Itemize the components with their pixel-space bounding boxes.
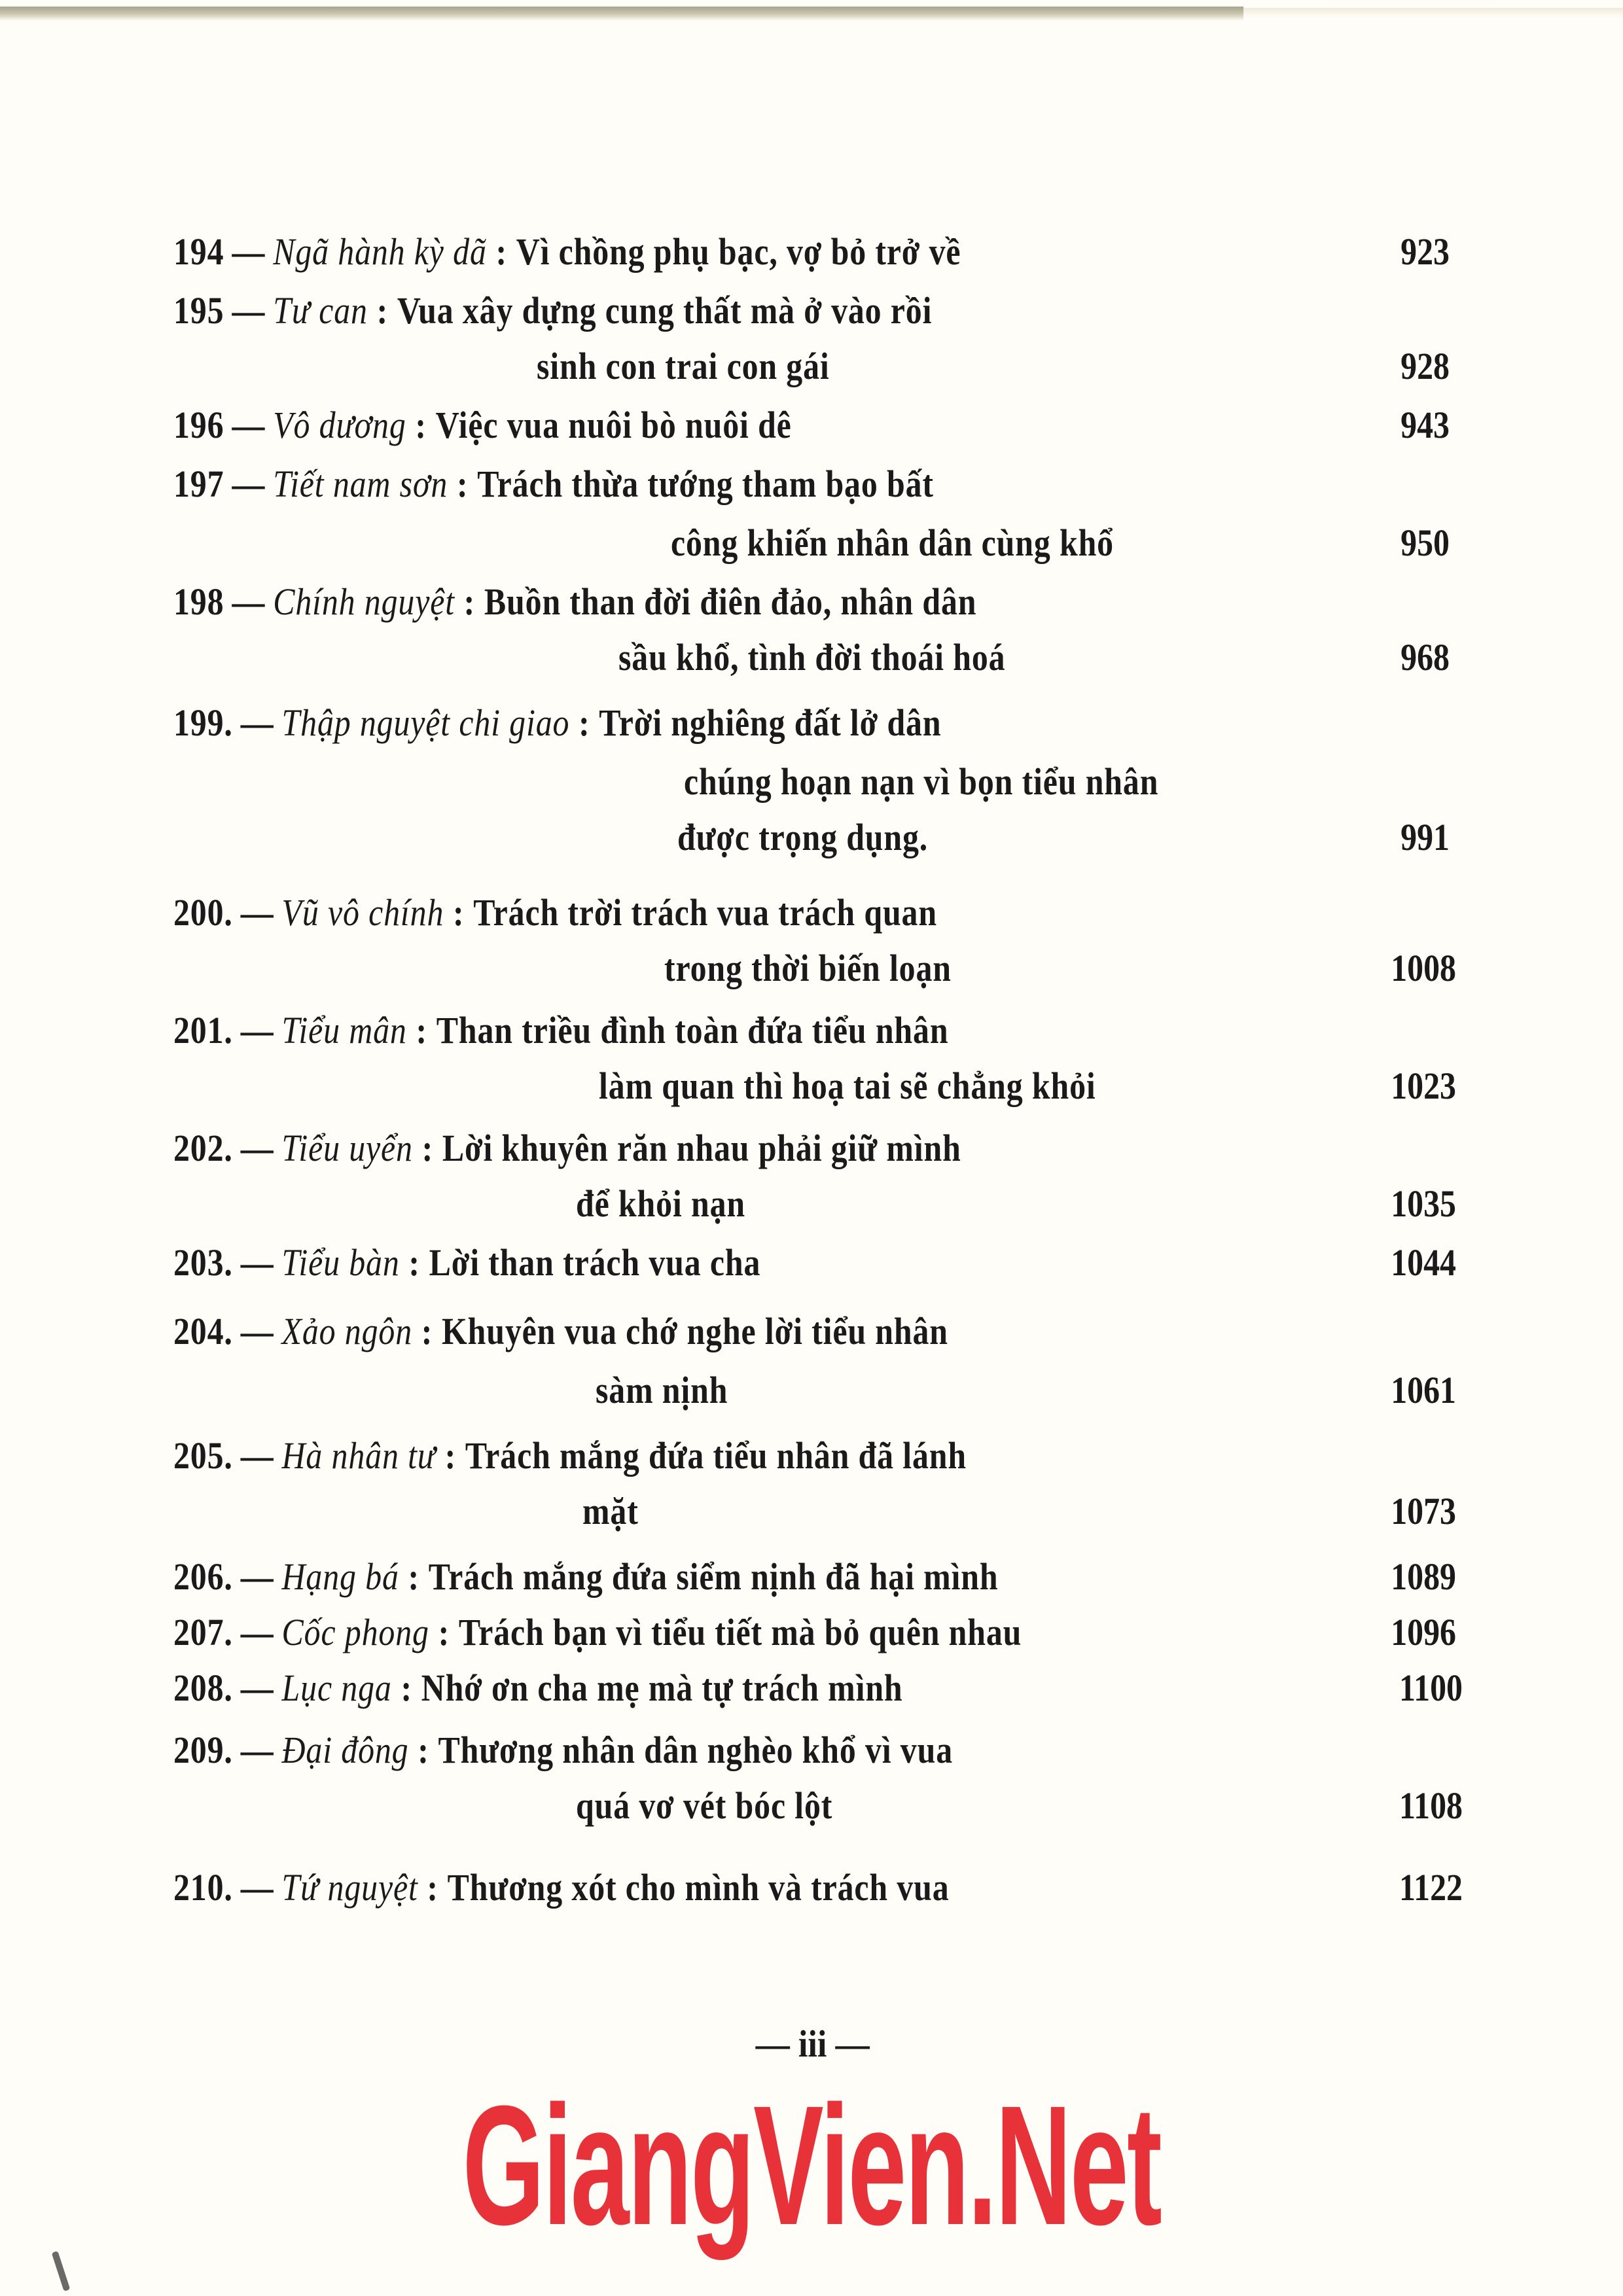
entry-description: Lời khuyên răn nhau phải giữ mình (442, 1127, 961, 1169)
entry-dash: — (232, 463, 266, 505)
entry-number: 195 (173, 289, 224, 332)
entry-page-205: 1073 (1391, 1490, 1456, 1532)
entry-title: Xảo ngôn (281, 1310, 413, 1352)
entry-description: Thương xót cho mình và trách vua (447, 1866, 950, 1909)
entry-title: Chính nguyệt (273, 580, 455, 623)
entry-description: Thương nhân dân nghèo khổ vì vua (438, 1729, 953, 1771)
entry-number: 208. (173, 1667, 233, 1709)
toc-entry-196 (173, 399, 792, 451)
entry-colon: : (421, 1310, 433, 1352)
entry-description: Việc vua nuôi bò nuôi dê (435, 404, 792, 446)
entry-description: Than triều đình toàn đứa tiểu nhân (436, 1009, 949, 1051)
entry-number: 205. (173, 1434, 233, 1477)
entry-colon: : (408, 1555, 420, 1598)
entry-description-continued: công khiến nhân dân cùng khổ (671, 521, 1114, 564)
entry-number: 202. (173, 1127, 233, 1169)
entry-description: Trách mắng đứa tiểu nhân đã lánh (465, 1434, 967, 1477)
entry-page-196: 943 (1400, 404, 1450, 446)
entry-description: Buồn than đời điên đảo, nhân dân (484, 580, 977, 623)
entry-title: Cốc phong (281, 1611, 429, 1653)
entry-dash: — (240, 1241, 274, 1284)
entry-number: 194 (173, 230, 224, 273)
entry-dash: — (240, 1310, 274, 1352)
entry-description-continued: quá vơ vét bóc lột (576, 1784, 833, 1827)
entry-description: Vua xây dựng cung thất mà ở vào rồi (397, 289, 933, 332)
toc-entry-205 (173, 1430, 967, 1482)
entry-number: 198 (173, 580, 224, 623)
entry-dash: — (232, 230, 266, 273)
entry-dash: — (240, 1127, 274, 1169)
toc-entry-198 (173, 576, 976, 628)
entry-description-continued: để khỏi nạn (576, 1182, 745, 1225)
entry-colon: : (444, 1434, 457, 1477)
entry-dash: — (232, 404, 266, 446)
entry-number: 197 (173, 463, 224, 505)
entry-title: Tư can (273, 289, 368, 332)
entry-description: Vì chồng phụ bạc, vợ bỏ trở về (516, 230, 961, 273)
entry-description: Trách trời trách vua trách quan (473, 891, 937, 934)
entry-number: 196 (173, 404, 224, 446)
entry-number: 203. (173, 1241, 233, 1284)
toc-entry-202 (173, 1122, 961, 1174)
entry-colon: : (495, 230, 507, 273)
toc-entry-203 (173, 1237, 760, 1289)
entry-title: Tiết nam sơn (273, 463, 448, 505)
entry-dash: — (240, 1866, 274, 1909)
entry-title: Thập nguyệt chi giao (281, 701, 570, 744)
entry-page-198: 968 (1400, 636, 1450, 679)
entry-number: 199. (173, 701, 233, 744)
entry-page-210: 1122 (1399, 1866, 1463, 1909)
entry-dash: — (240, 1667, 274, 1709)
toc-entry-194 (173, 226, 961, 278)
entry-colon: : (438, 1611, 450, 1653)
entry-page-197: 950 (1400, 521, 1450, 564)
entry-dash: — (240, 891, 274, 934)
entry-colon: : (416, 1009, 427, 1051)
entry-title: Ngã hành kỳ dã (273, 230, 487, 273)
entry-colon: : (376, 289, 389, 332)
entry-colon: : (453, 891, 465, 934)
entry-description-continued: làm quan thì hoạ tai sẽ chẳng khỏi (599, 1065, 1096, 1107)
entry-page-209: 1108 (1399, 1784, 1463, 1827)
entry-title: Tiểu uyển (281, 1127, 413, 1169)
toc-entry-207 (173, 1606, 1022, 1659)
entry-dash: — (240, 701, 274, 744)
entry-page-200: 1008 (1391, 947, 1456, 989)
entry-description: Trách thừa tướng tham bạo bất (477, 463, 934, 505)
entry-description-continued: được trọng dụng. (677, 816, 929, 858)
entry-title: Đại đông (281, 1729, 409, 1771)
entry-page-194: 923 (1400, 230, 1450, 273)
entry-colon: : (418, 1729, 429, 1771)
entry-title: Vũ vô chính (281, 891, 444, 934)
entry-number: 209. (173, 1729, 233, 1771)
entry-description: Lời than trách vua cha (429, 1241, 761, 1284)
entry-colon: : (401, 1667, 412, 1709)
toc-entry-206 (173, 1551, 998, 1603)
toc-entry-195 (173, 285, 932, 337)
entry-page-199: 991 (1400, 816, 1450, 858)
entry-description: Nhớ ơn cha mẹ mà tự trách mình (421, 1667, 903, 1709)
entry-colon: : (408, 1241, 420, 1284)
toc-entry-209 (173, 1724, 953, 1776)
entry-number: 201. (173, 1009, 233, 1051)
entry-description: Trách mắng đứa siểm nịnh đã hại mình (428, 1555, 999, 1598)
entry-page-203: 1044 (1391, 1241, 1456, 1284)
entry-description: Trách bạn vì tiểu tiết mà bỏ quên nhau (458, 1611, 1022, 1653)
toc-entry-199 (173, 697, 941, 749)
entry-dash: — (240, 1434, 274, 1477)
entry-colon: : (456, 463, 469, 505)
entry-description-continued: mặt (582, 1490, 639, 1532)
entry-colon: : (421, 1127, 434, 1169)
toc-entry-197 (173, 458, 934, 510)
entry-dash: — (232, 289, 266, 332)
entry-number: 200. (173, 891, 233, 934)
entry-number: 204. (173, 1310, 233, 1352)
entry-description-continued: trong thời biến loạn (664, 947, 952, 989)
entry-description-continued: chúng hoạn nạn vì bọn tiểu nhân (684, 760, 1159, 803)
entry-page-207: 1096 (1391, 1611, 1456, 1653)
entry-number: 206. (173, 1555, 233, 1598)
entry-title: Vô dương (273, 404, 406, 446)
toc-entry-210 (173, 1862, 950, 1914)
entry-title: Tứ nguyệt (281, 1866, 418, 1909)
entry-dash: — (240, 1009, 274, 1051)
toc-entry-208 (173, 1662, 903, 1714)
entry-page-208: 1100 (1399, 1667, 1463, 1709)
entry-description: Khuyên vua chớ nghe lời tiểu nhân (442, 1310, 948, 1352)
entry-title: Tiểu bàn (281, 1241, 400, 1284)
watermark-logo: GiangVien.Net (462, 2071, 1161, 2261)
entry-colon: : (415, 404, 427, 446)
entry-title: Lục nga (281, 1667, 392, 1709)
entry-description-continued: sinh con trai con gái (537, 345, 830, 387)
entry-dash: — (240, 1729, 274, 1771)
entry-dash: — (240, 1611, 274, 1653)
entry-number: 210. (173, 1866, 233, 1909)
toc-entry-200 (173, 887, 937, 939)
entry-colon: : (579, 701, 590, 744)
entry-number: 207. (173, 1611, 233, 1653)
entry-page-201: 1023 (1391, 1065, 1456, 1107)
entry-title: Tiểu mân (281, 1009, 407, 1051)
entry-title: Hạng bá (281, 1555, 399, 1598)
entry-description-continued: sàm nịnh (596, 1369, 728, 1411)
entry-page-202: 1035 (1391, 1182, 1456, 1225)
entry-dash: — (240, 1555, 274, 1598)
entry-description-continued: sầu khổ, tình đời thoái hoá (618, 636, 1006, 679)
entry-colon: : (463, 580, 476, 623)
entry-page-195: 928 (1400, 345, 1450, 387)
toc-entry-204 (173, 1305, 948, 1358)
entry-page-206: 1089 (1391, 1555, 1456, 1598)
entry-page-204: 1061 (1391, 1369, 1456, 1411)
toc-entry-201 (173, 1004, 948, 1057)
entry-colon: : (427, 1866, 438, 1909)
page-number-footer: — iii — (755, 2022, 870, 2065)
entry-dash: — (232, 580, 266, 623)
entry-description: Trời nghiêng đất lở dân (599, 701, 942, 744)
entry-title: Hà nhân tư (281, 1434, 436, 1477)
